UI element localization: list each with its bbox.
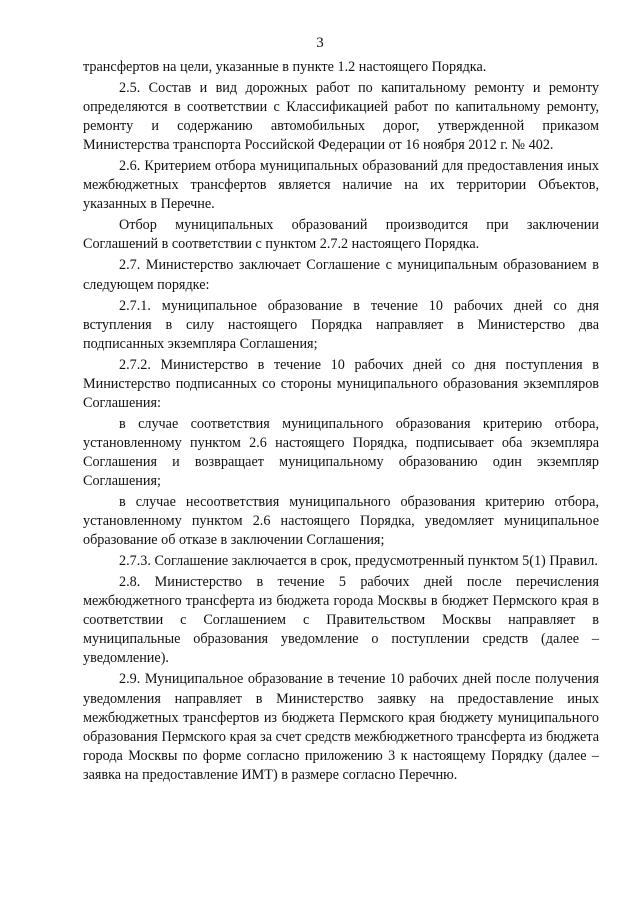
paragraph-continuation: трансфертов на цели, указанные в пункте 1.2 настоящего Порядка. <box>83 59 487 75</box>
paragraph-2-7-1: 2.7.1. муниципальное образование в течение 10 рабочих дней со дня вступления в силу настоящего Порядка направляет в Министерство два подписанных экземпляра Соглашения; <box>83 297 599 352</box>
document-body <box>83 58 599 787</box>
page-number: 3 <box>316 35 324 51</box>
paragraph-2-5: 2.5. Состав и вид дорожных работ по капитальному ремонту и ремонту определяются в соответствии с Классификацией работ по капитальному ремонту, ремонту и содержанию автомобильных дорог, утвержденной приказом Министерства транспорта Российской Федерации от 16 ноября 2012 г. № 402. <box>83 80 599 154</box>
paragraph-compliance: в случае соответствия муниципального образования критерию отбора, установленному пунктом 2.6 настоящего Порядка, подписывает оба экземпляра Соглашения и возвращает муниципальному образованию один экземпляр Соглашения; <box>83 415 599 489</box>
paragraph-2-8: 2.8. Министерство в течение 5 рабочих дней после перечисления межбюджетного трансферта из бюджета города Москвы в бюджет Пермского края в соответствии с Соглашением с Правительством Москвы направляет в муниципальные образования уведомление о поступлении средств (далее – уведомление). <box>83 574 599 667</box>
paragraph-selection: Отбор муниципальных образований производится при заключении Соглашений в соответствии с пунктом 2.7.2 настоящего Порядка. <box>83 217 599 253</box>
paragraph-2-7: 2.7. Министерство заключает Соглашение с муниципальным образованием в следующем порядке: <box>83 257 599 293</box>
paragraph-2-7-2: 2.7.2. Министерство в течение 10 рабочих дней со дня поступления в Министерство подписанных со стороны муниципального образования экземпляров Соглашения: <box>83 356 599 411</box>
paragraph-2-7-3: 2.7.3. Соглашение заключается в срок, предусмотренный пунктом 5(1) Правил. <box>119 553 598 570</box>
paragraph-non-compliance: в случае несоответствия муниципального образования критерию отбора, установленному пунктом 2.6 настоящего Порядка, уведомляет муниципальное образование об отказе в заключении Соглашения; <box>83 494 599 549</box>
paragraph-2-9: 2.9. Муниципальное образование в течение 10 рабочих дней после получения уведомления направляет в Министерство заявку на предоставление иных межбюджетных трансфертов из бюджета Пермского края бюджету муниципального образования Пермского края за счет средств межбюджетного трансферта из бюджета города Москвы по форме согласно приложению 3 к настоящему Порядку (далее – заявка на предоставление ИМТ) в размере согласно Перечню. <box>83 671 599 783</box>
paragraph-2-6: 2.6. Критерием отбора муниципальных образований для предоставления иных межбюджетных трансфертов является наличие на их территории Объектов, указанных в Перечне. <box>83 158 599 213</box>
